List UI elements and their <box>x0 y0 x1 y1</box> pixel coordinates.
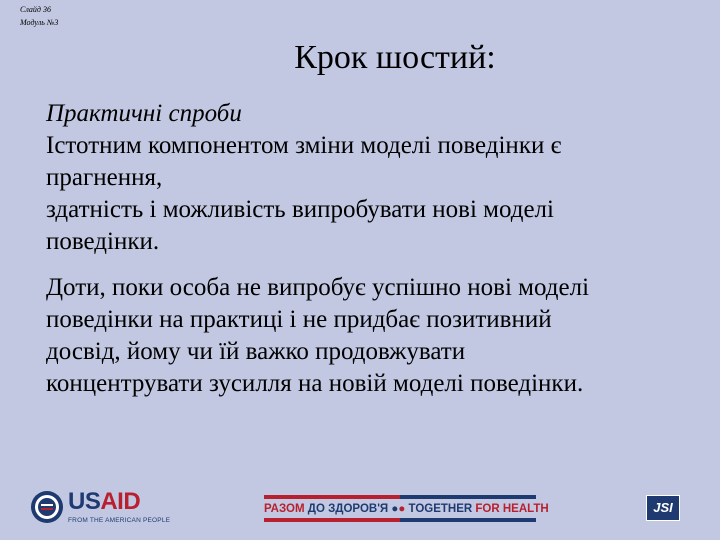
paragraph-2-line: поведінки на практиці і не придбає позитивний <box>46 306 552 333</box>
usaid-logo <box>68 489 170 524</box>
paragraph-1-line: Істотним компонентом зміни моделі поведінки є <box>46 132 562 159</box>
slide-info <box>20 3 58 29</box>
slide-body <box>46 98 686 400</box>
jsi-logo: JSI <box>646 495 680 521</box>
paragraph-1-line: поведінки. <box>46 228 160 255</box>
paragraph-2 <box>46 272 686 400</box>
paragraph-2-line: концентрувати зусилля на новій моделі поведінки. <box>46 370 584 397</box>
subtitle: Практичні спроби <box>46 100 242 127</box>
usaid-us: US <box>68 488 101 515</box>
paragraph-2-line: досвід, йому чи їй важко продовжувати <box>46 338 466 365</box>
slide-title: Крок шостий: <box>294 39 496 76</box>
paragraph-1 <box>46 130 686 258</box>
footer-logos <box>0 486 720 536</box>
banner-part-4: FOR HEALTH <box>475 503 549 515</box>
banner-part-1: РАЗОМ <box>264 503 305 515</box>
banner-part-3: TOGETHER <box>408 503 473 515</box>
together-for-health-logo <box>264 495 549 522</box>
banner-part-2: ДО ЗДОРОВ'Я <box>307 503 389 515</box>
usaid-tagline: FROM THE AMERICAN PEOPLE <box>68 517 171 524</box>
paragraph-1-line: прагнення, <box>46 164 163 191</box>
paragraph-2-line: Доти, поки особа не випробує успішно нові моделі <box>46 274 590 301</box>
slide-number-label: Слайд 36 <box>20 5 51 14</box>
usaid-seal-icon <box>30 490 64 524</box>
usaid-aid: AID <box>100 488 141 515</box>
heart-icon: ●● <box>391 503 406 515</box>
module-label: Модуль №3 <box>20 18 59 27</box>
paragraph-1-line: здатність і можливість випробувати нові моделі <box>46 196 554 223</box>
